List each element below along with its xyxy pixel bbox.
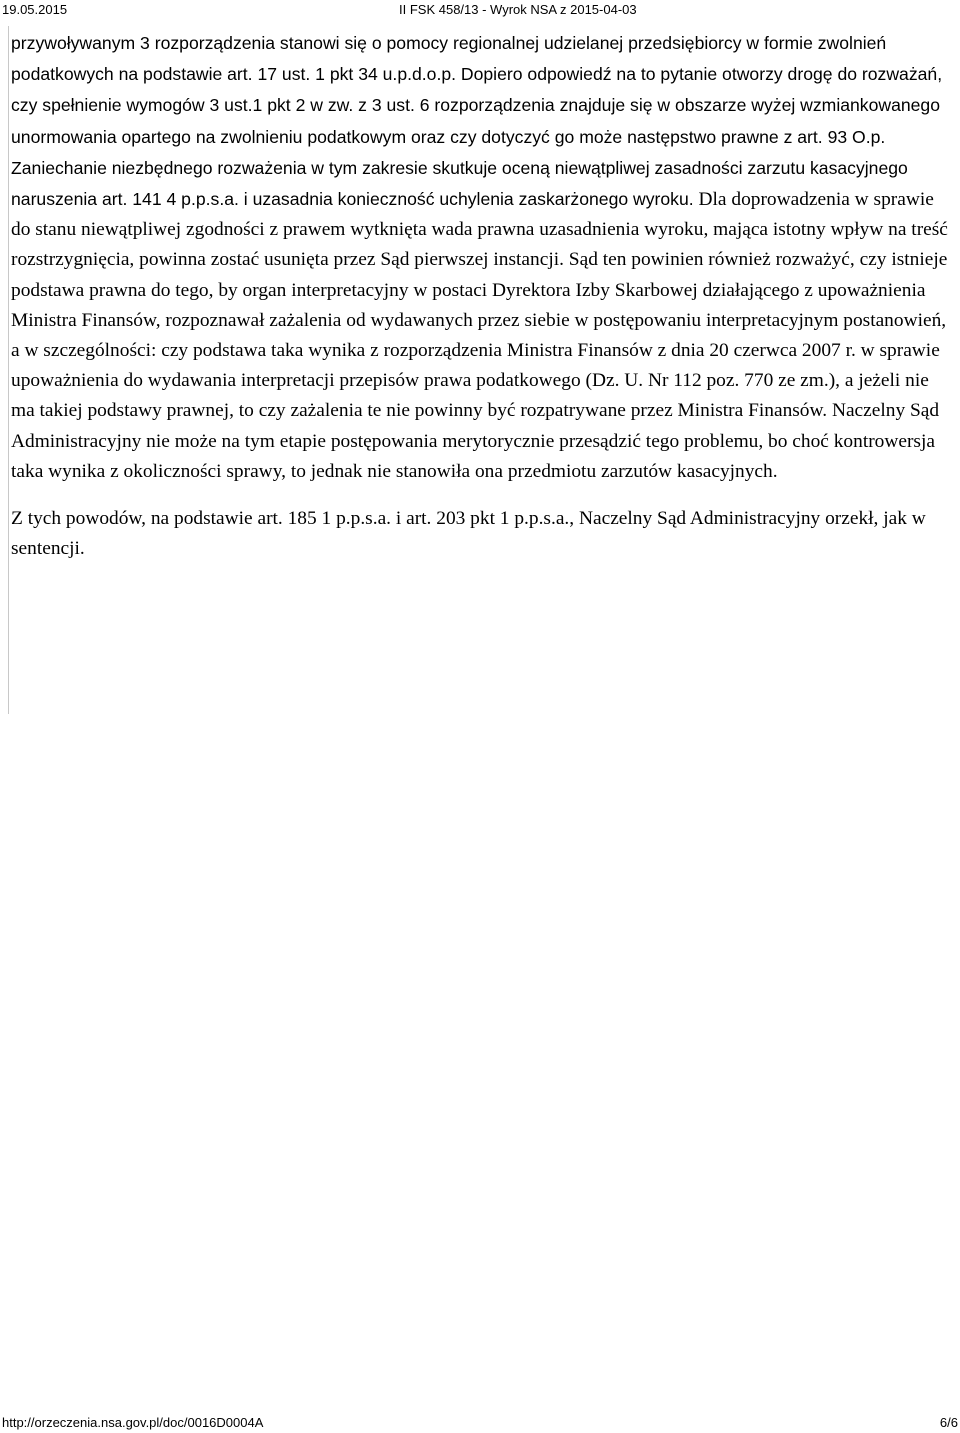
page-url: http://orzeczenia.nsa.gov.pl/doc/0016D0004A xyxy=(2,1415,264,1430)
reasoning-paragraph xyxy=(11,28,955,487)
print-date: 19.05.2015 xyxy=(2,2,68,17)
content-left-border xyxy=(8,26,9,714)
print-footer xyxy=(0,1413,960,1433)
print-header xyxy=(0,0,960,20)
page-number: 6/6 xyxy=(939,1415,958,1430)
judgment-text xyxy=(11,28,955,564)
paragraph-segment-serif: Dla doprowadzenia w sprawie do stanu niewątpliwej zgodności z prawem wytknięta wada prawna uzasadnienia wyroku, mająca istotny wpływ na treść rozstrzygnięcia, powinna zostać usunięta przez Sąd pierwszej instancji. Sąd ten powinien również rozważyć, czy istnieje podstawa prawna do tego, by organ interpretacyjny w postaci Dyrektora Izby Skarbowej działającego z upoważnienia Ministra Finansów, rozpoznawał zażalenia od wydawanych przez siebie w postępowaniu interpretacyjnym postanowień, a w szczególności: czy podstawa taka wynika z rozporządzenia Ministra Finansów z dnia 20 czerwca 2007 r. w sprawie upoważnienia do wydawania interpretacji przepisów prawa podatkowego (Dz. U. Nr 112 poz. 770 ze zm.), a jeżeli nie ma takiej podstawy prawnej, to czy zażalenia te nie powinny być rozpatrywane przez Ministra Finansów. Naczelny Sąd Administracyjny nie może na tym etapie postępowania merytorycznie przesądzić tego problemu, bo choć kontrowersja taka wynika z okoliczności sprawy, to jednak nie stanowiła ona przedmiotu zarzutów kasacyjnych. xyxy=(11,189,948,482)
conclusion-paragraph: Z tych powodów, na podstawie art. 185 1 p.p.s.a. i art. 203 pkt 1 p.p.s.a., Naczelny Sąd Administracyjny orzekł, jak w sentencji. xyxy=(11,508,926,560)
document-title: II FSK 458/13 - Wyrok NSA z 2015-04-03 xyxy=(399,2,637,17)
paragraph-segment-sans: przywoływanym 3 rozporządzenia stanowi się o pomocy regionalnej udzielanej przedsiębiorcy w formie zwolnień podatkowych na podstawie art. 17 ust. 1 pkt 34 u.p.d.o.p. Dopiero odpowiedź na to pytanie otworzy drogę do rozważań, czy spełnienie wymogów 3 ust.1 pkt 2 w zw. z 3 ust. 6 rozporządzenia znajduje się w obszarze wyżej wzmiankowanego unormowania opartego na zwolnieniu podatkowym oraz czy dotyczyć go może następstwo prawne z art. 93 O.p. Zaniechanie niezbędnego rozważenia w tym zakresie skutkuje oceną niewątpliwej zasadności zarzutu kasacyjnego naruszenia art. 141 4 p.p.s.a. i uzasadnia konieczność uchylenia zaskarżonego wyroku. xyxy=(11,33,943,210)
